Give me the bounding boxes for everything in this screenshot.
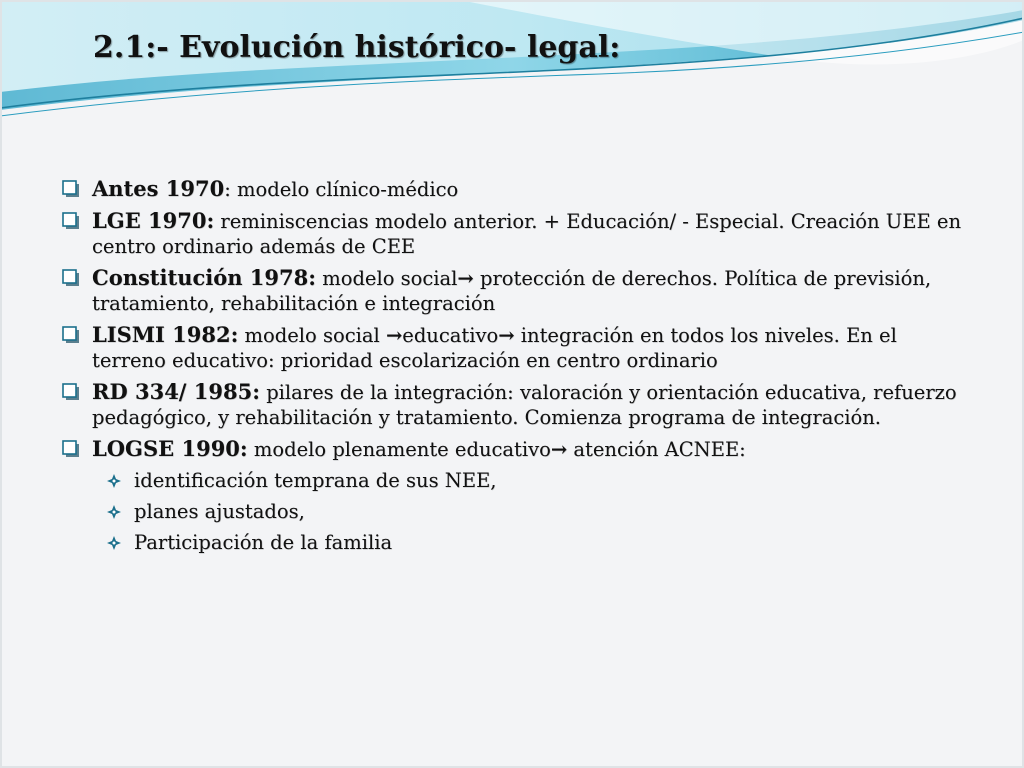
item-body-a: modelo plenamente educativo xyxy=(247,438,551,461)
item-body-a: modelo social xyxy=(238,324,386,347)
arrow-right-icon: → xyxy=(385,324,403,347)
checkbox-bullet-icon xyxy=(62,440,82,458)
list-item-constitucion-1978 xyxy=(62,265,962,316)
item-heading: LISMI 1982: xyxy=(92,322,239,347)
list-item-text xyxy=(92,379,962,430)
sub-item-text: Participación de la familia xyxy=(134,531,393,554)
list-item-lge-1970 xyxy=(62,208,962,259)
item-heading: Constitución 1978: xyxy=(92,265,317,290)
sub-item-identificacion xyxy=(106,468,962,493)
list-item-text xyxy=(92,265,962,316)
item-body: reminiscencias modelo anterior. + Educación/ - Especial. Creación UEE en centro ordinario además de CEE xyxy=(92,210,961,258)
arrow-right-icon: → xyxy=(498,324,515,347)
sub-item-text: identificación temprana de sus NEE, xyxy=(134,469,497,492)
item-body: modelo clínico-médico xyxy=(230,178,459,201)
diamond-bullet-icon xyxy=(106,504,122,520)
item-body-b: protección de derechos. Política de previsión, tratamiento, rehabilitación e integración xyxy=(92,267,932,315)
sub-item-familia xyxy=(106,530,962,555)
arrow-right-icon: → xyxy=(550,438,568,461)
list-item-text xyxy=(92,208,962,259)
item-body-b: atención ACNEE: xyxy=(567,438,746,461)
item-heading: Antes 1970 xyxy=(92,176,225,201)
list-item-text xyxy=(92,436,962,462)
checkbox-bullet-icon xyxy=(62,180,82,198)
list-item-text xyxy=(92,322,962,373)
diamond-bullet-icon xyxy=(106,473,122,489)
list-item-rd-334-1985 xyxy=(62,379,962,430)
checkbox-bullet-icon xyxy=(62,383,82,401)
item-heading: RD 334/ 1985: xyxy=(92,379,260,404)
item-body-b: educativo xyxy=(402,324,499,347)
item-body: pilares de la integración: valoración y orientación educativa, refuerzo pedagógico, y rehabilitación y tratamiento. Comienza programa de integración. xyxy=(92,381,957,429)
item-body-a: modelo social xyxy=(316,267,458,290)
checkbox-bullet-icon xyxy=(62,326,82,344)
item-body-c: integración en todos los niveles. En el terreno educativo: prioridad escolarización en centro ordinario xyxy=(92,324,897,372)
list-item-antes-1970 xyxy=(62,176,962,202)
list-item-logse-1990 xyxy=(62,436,962,462)
header-wave-decoration xyxy=(0,0,1024,130)
sub-item-planes xyxy=(106,499,962,524)
arrow-right-icon: → xyxy=(457,267,474,290)
checkbox-bullet-icon xyxy=(62,212,82,230)
list-item-text xyxy=(92,176,962,202)
item-heading: LGE 1970: xyxy=(92,208,215,233)
sub-item-text: planes ajustados, xyxy=(134,500,305,523)
item-heading: LOGSE 1990: xyxy=(92,436,248,461)
checkbox-bullet-icon xyxy=(62,269,82,287)
list-item-lismi-1982 xyxy=(62,322,962,373)
diamond-bullet-icon xyxy=(106,535,122,551)
bullet-list xyxy=(62,176,962,561)
item-separator: : xyxy=(224,178,231,201)
page-title: 2.1:- Evolución histórico- legal: xyxy=(93,30,621,65)
